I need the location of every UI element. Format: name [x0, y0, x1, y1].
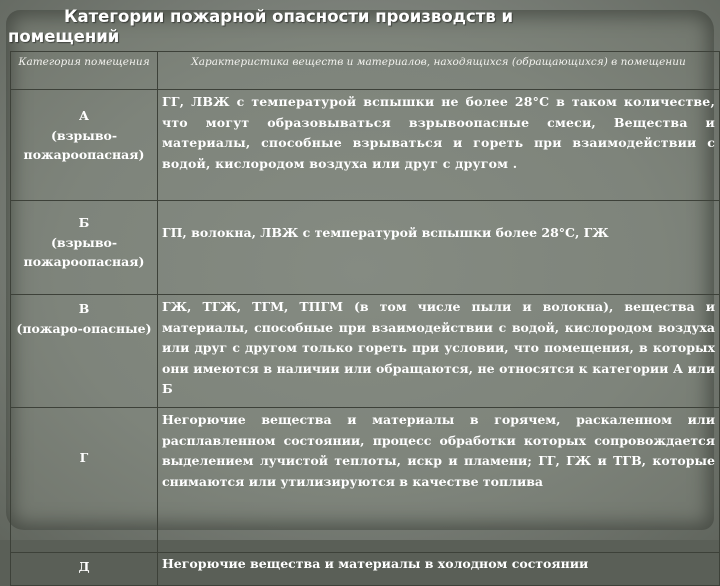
table-header-row — [11, 52, 720, 90]
category-name: (пожаро-опасные) — [16, 320, 152, 336]
table-row — [11, 90, 720, 201]
category-letter: В — [78, 301, 90, 316]
description-cell: ГГ, ЛВЖ с температурой вспышки не более 28°С в таком количестве, что могут образовываться взрывоопасные смеси, Вещества и материалы, способные взрываться и гореть при взаимодействии с водой, кислородом воздуха или друг с другом . — [158, 90, 720, 201]
table-row — [11, 408, 720, 553]
category-letter: Д — [78, 559, 90, 574]
category-name: (взрыво-пожароопасная) — [23, 234, 145, 269]
fire-category-table — [10, 51, 720, 586]
description-cell: ГЖ, ТГЖ, ТГМ, ТПГМ (в том числе пыли и волокна), вещества и материалы, способные при взаимодействии с водой, кислородом воздуха или друг с другом только гореть при условии, что помещения, в которых они имеются в наличии или обращаются, не относятся к категории А или Б — [158, 295, 720, 408]
category-cell — [11, 295, 158, 408]
category-name: (взрыво-пожароопасная) — [23, 127, 145, 162]
page-title: Категории пожарной опасности производств и помещений — [8, 7, 514, 46]
description-cell: Негорючие вещества и материалы в холодном состоянии — [158, 553, 720, 586]
category-cell — [11, 201, 158, 295]
header-category: Категория помещения — [11, 52, 158, 90]
category-letter: Б — [78, 215, 90, 230]
category-letter: А — [78, 108, 90, 123]
table-row — [11, 295, 720, 408]
description-cell: Негорючие вещества и материалы в горячем, раскаленном или расплавленном состоянии, процесс обработки которых сопровождается выделением лучистой теплоты, искр и пламени; ГГ, ГЖ и ТГВ, которые снимаются или утилизируются в качестве топлива — [158, 408, 720, 553]
table-row — [11, 201, 720, 295]
description-cell: ГП, волокна, ЛВЖ с температурой вспышки более 28°С, ГЖ — [158, 201, 720, 295]
category-cell — [11, 90, 158, 201]
table-row — [11, 553, 720, 586]
header-description: Характеристика веществ и материалов, находящихся (обращающихся) в помещении — [158, 52, 720, 90]
category-letter: Г — [79, 450, 89, 465]
category-cell — [11, 408, 158, 553]
category-cell — [11, 553, 158, 586]
